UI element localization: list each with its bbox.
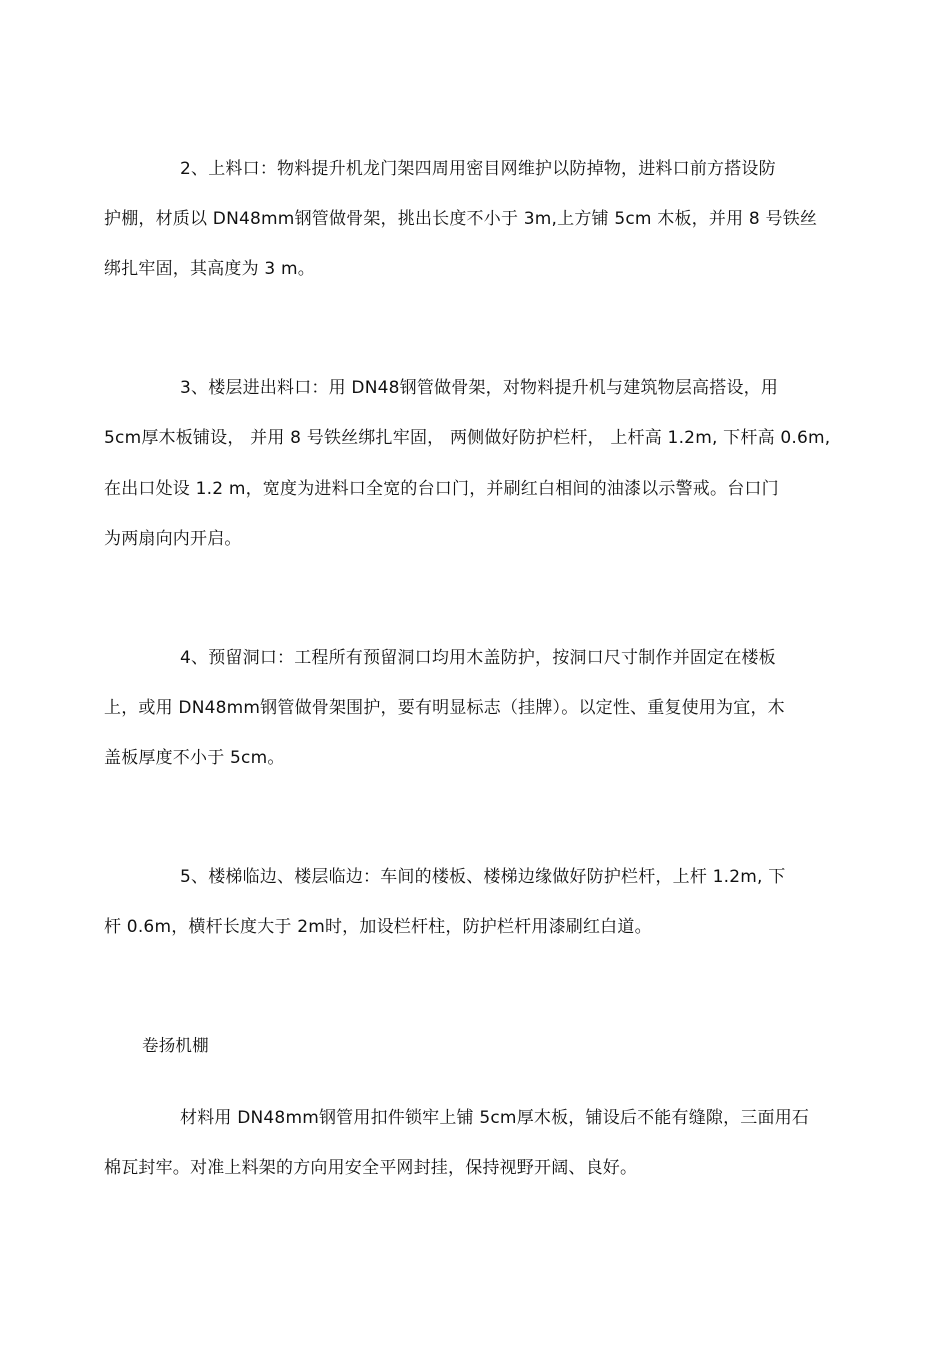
paragraph-3-line-2: 5cm厚木板铺设， 并用 8 号铁丝绑扎牢固， 两侧做好防护栏杆， 上杆高 1.2m, 下杆高 0.6m, — [104, 428, 831, 448]
paragraph-3-line-4: 为两扇向内开启。 — [104, 529, 242, 549]
paragraph-2-line-1: 2、上料口：物料提升机龙门架四周用密目网维护以防掉物，进料口前方搭设防 — [180, 159, 776, 179]
paragraph-4-line-2: 上，或用 DN48mm钢管做骨架围护，要有明显标志（挂牌）。以定性、重复使用为宜，木 — [104, 698, 785, 718]
paragraph-3-line-1: 3、楼层进出料口：用 DN48钢管做骨架，对物料提升机与建筑物层高搭设，用 — [180, 378, 779, 398]
paragraph-4-line-1: 4、预留洞口：工程所有预留洞口均用木盖防护，按洞口尺寸制作并固定在楼板 — [180, 648, 776, 668]
section-paragraph-line-1: 材料用 DN48mm钢管用扣件锁牢上铺 5cm厚木板，铺设后不能有缝隙，三面用石 — [180, 1108, 810, 1128]
paragraph-5-line-2: 杆 0.6m，横杆长度大于 2m时，加设栏杆柱，防护栏杆用漆刷红白道。 — [104, 917, 652, 937]
paragraph-5-line-1: 5、楼梯临边、楼层临边：车间的楼板、楼梯边缘做好防护栏杆，上杆 1.2m, 下 — [180, 867, 786, 887]
paragraph-2-line-3: 绑扎牢固，其高度为 3 m。 — [104, 259, 315, 279]
section-paragraph-line-2: 棉瓦封牢。对准上料架的方向用安全平网封挂，保持视野开阔、良好。 — [104, 1158, 638, 1178]
paragraph-2-line-2: 护棚，材质以 DN48mm钢管做骨架，挑出长度不小于 3m,上方铺 5cm 木板，并用 8 号铁丝 — [104, 209, 818, 229]
paragraph-3-line-3: 在出口处设 1.2 m，宽度为进料口全宽的台口门，并刷红白相间的油漆以示警戒。台口门 — [104, 479, 779, 499]
section-heading: 卷扬机棚 — [142, 1036, 209, 1055]
paragraph-4-line-3: 盖板厚度不小于 5cm。 — [104, 748, 285, 768]
